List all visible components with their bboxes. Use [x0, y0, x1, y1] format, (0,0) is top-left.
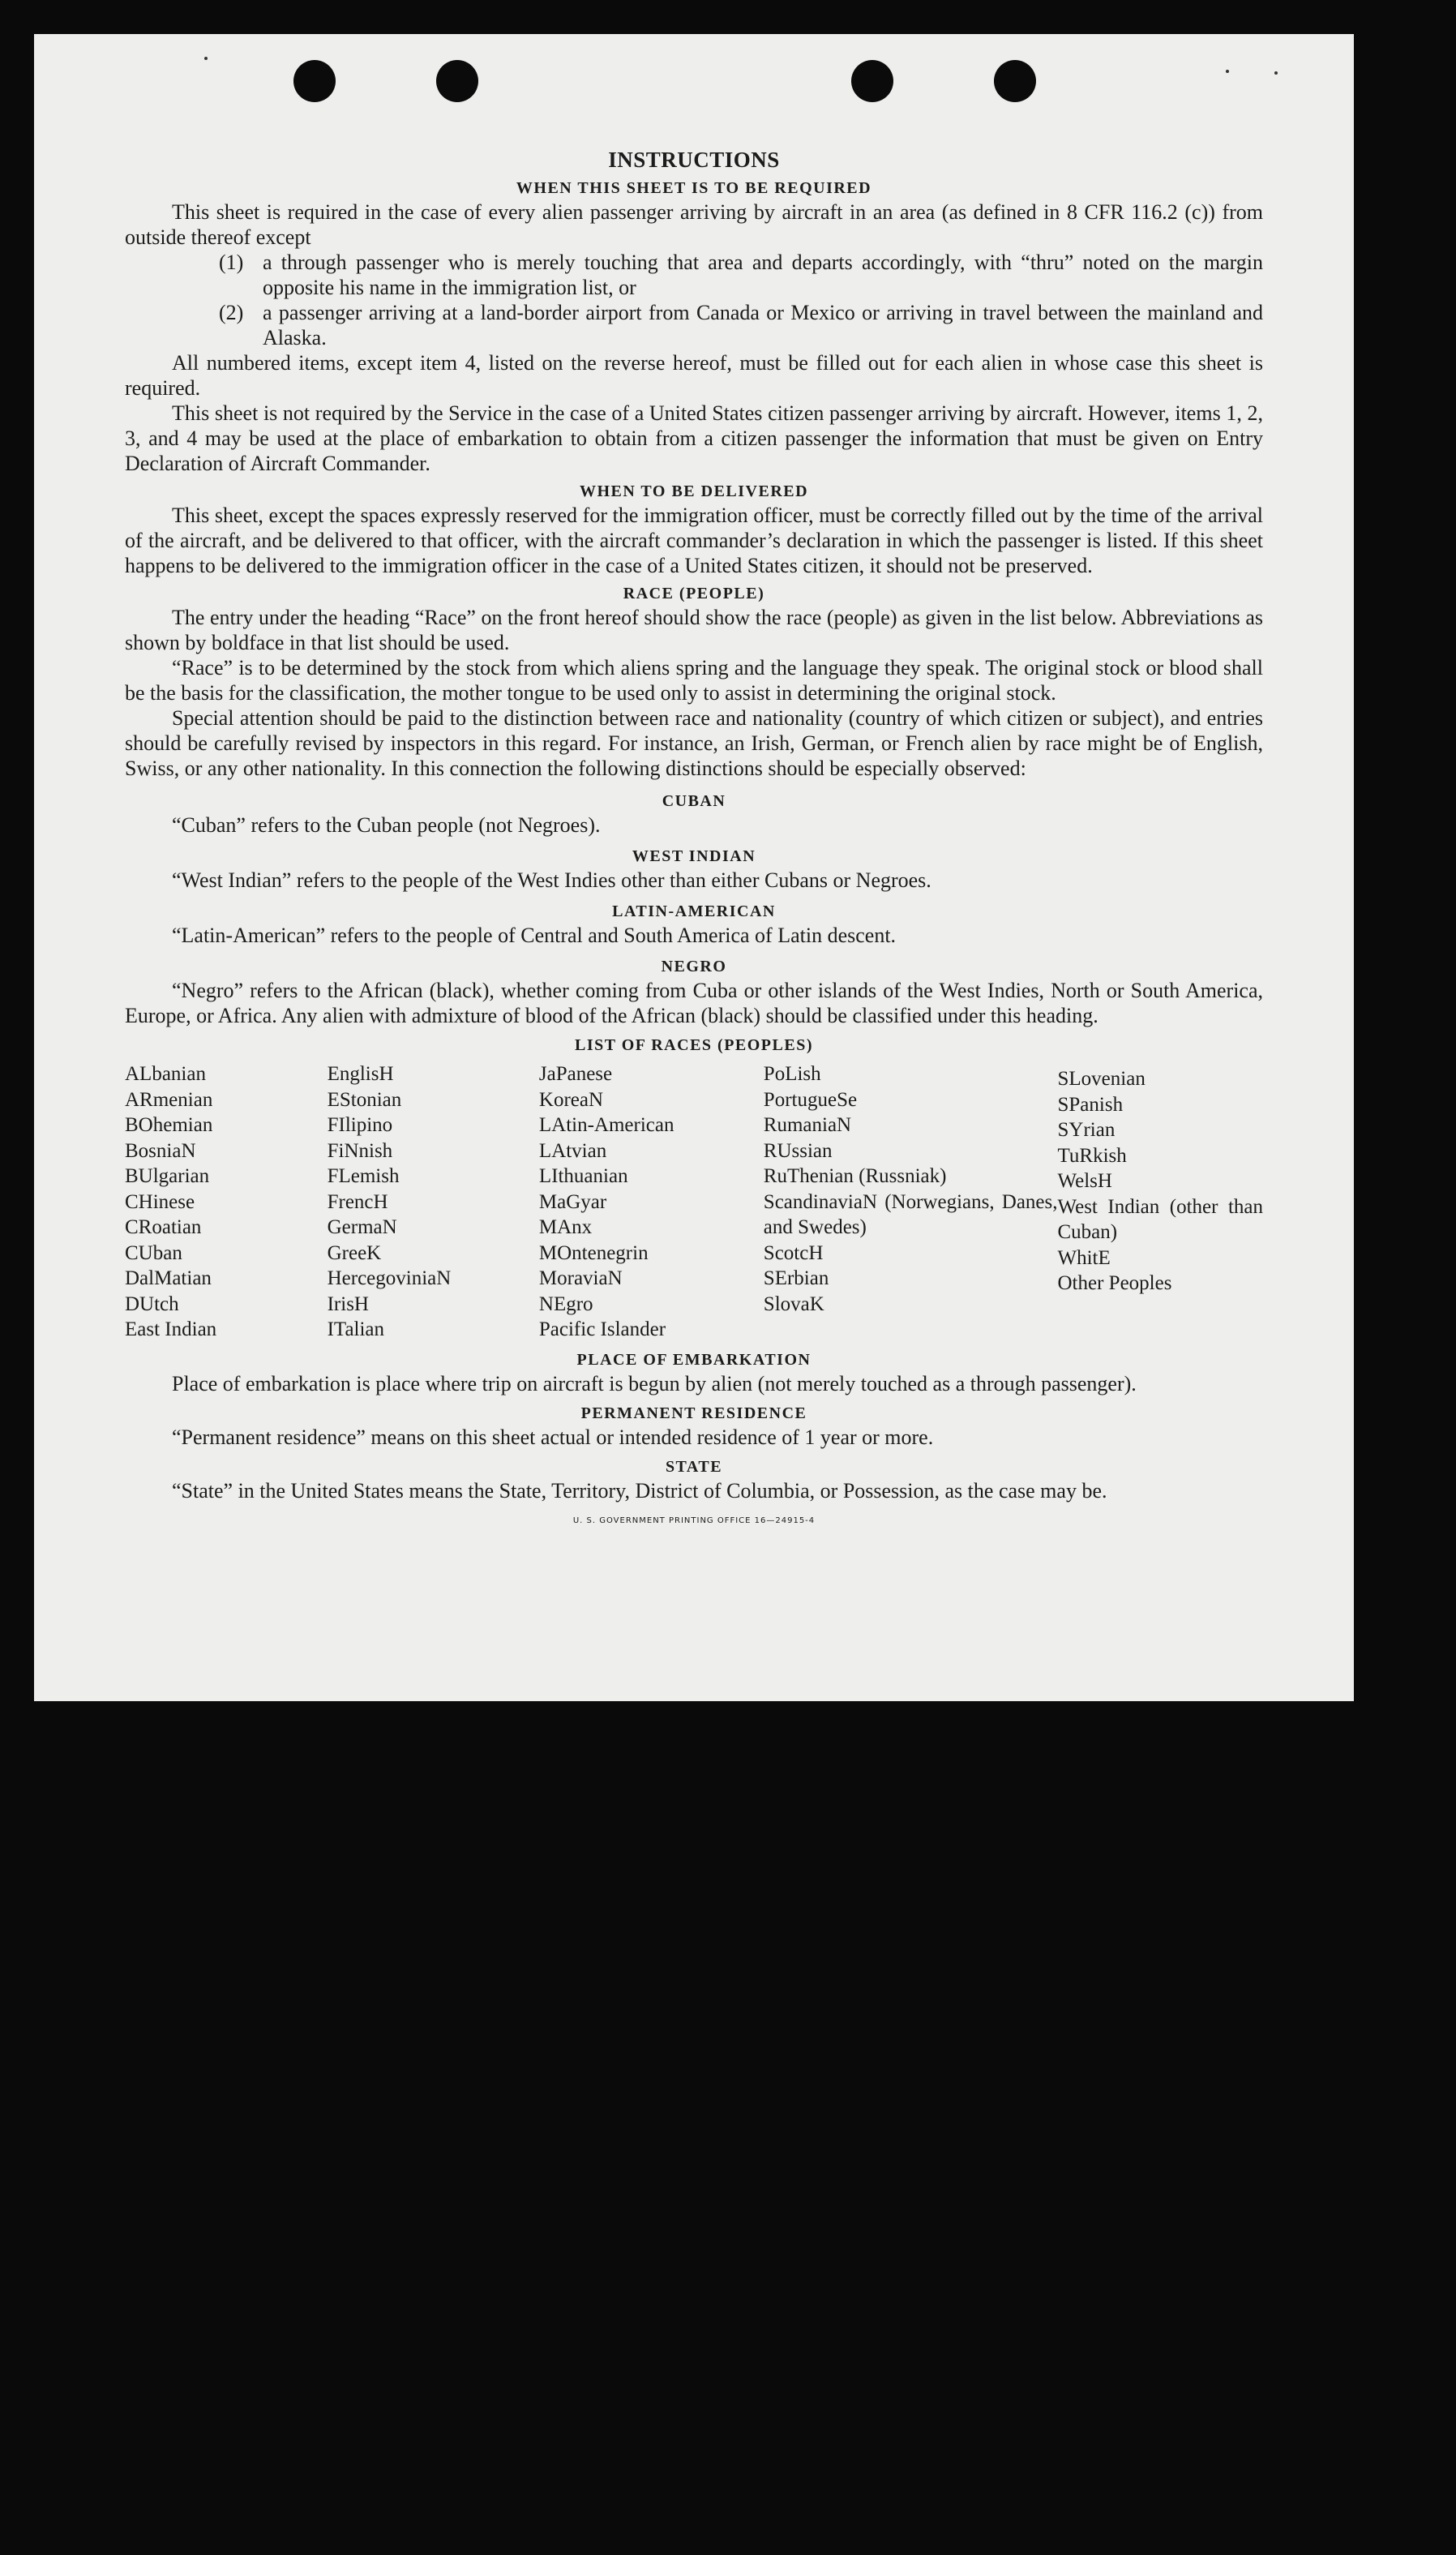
paragraph: This sheet, except the spaces expressly reserved for the immigration officer, must be correctly filled out by the time of the arrival of the aircraft, and be delivered to that officer, with the aircraft commander’s declaration in which the passenger is listed. If this sheet happens to be delivered to the immigration officer in the case of a United States citizen, it should not be preserved. [125, 504, 1263, 577]
paragraph: “West Indian” refers to the people of the West Indies other than either Cubans or Negroes. [172, 868, 931, 892]
race-entry: GreeK [327, 1241, 382, 1264]
race-entry: MaGyar [538, 1190, 607, 1213]
paragraph: Special attention should be paid to the distinction between race and nationality (country of which citizen or subject), and entries should be carefully revised by inspectors in this regard. For instance, an Irish, German, or French alien by race might be of English, Swiss, or any other nationality. In this connection the following distinctions should be especially observed: [125, 706, 1263, 780]
race-entry: CHinese [125, 1190, 195, 1213]
race-entry: RuThenian (Russniak) [763, 1165, 947, 1187]
race-entry: IrisH [327, 1293, 369, 1315]
paragraph: “Cuban” refers to the Cuban people (not Negroes). [172, 813, 601, 837]
race-entry: GermaN [327, 1216, 397, 1238]
list-item [219, 250, 1263, 300]
race-entry: ScotcH [763, 1241, 824, 1264]
race-entry: SPanish [1057, 1093, 1124, 1116]
punch-hole [293, 60, 336, 102]
race-entry: MoraviaN [538, 1267, 623, 1289]
heading-when-required: WHEN THIS SHEET IS TO BE REQUIRED [516, 179, 872, 197]
paragraph: This sheet is required in the case of every alien passenger arriving by aircraft in an area (as defined in 8 CFR 116.2 (c)) from outside thereof except [125, 200, 1263, 249]
race-entry: FIlipino [327, 1114, 393, 1136]
paragraph: “Race” is to be determined by the stock from which aliens spring and the language they speak. The original stock or blood shall be the basis for the classification, the mother tongue to be used only to assist in determining the original stock. [125, 656, 1263, 705]
speck [204, 57, 208, 60]
paragraph: All numbered items, except item 4, listed on the reverse hereof, must be filled out for each alien in whose case this sheet is required. [125, 351, 1263, 400]
paragraph: “Latin-American” refers to the people of Central and South America of Latin descent. [172, 924, 897, 947]
race-entry: FrencH [327, 1190, 388, 1213]
race-entry: CRoatian [125, 1216, 202, 1238]
speck [1274, 71, 1278, 75]
item-number: (1) [219, 251, 244, 274]
race-entry: BUlgarian [125, 1165, 210, 1187]
heading-embarkation: PLACE OF EMBARKATION [576, 1350, 812, 1369]
race-entry: SlovaK [763, 1293, 824, 1315]
race-entry: KoreaN [538, 1088, 604, 1111]
race-list [125, 1061, 1263, 1343]
race-entry: WhitE [1057, 1246, 1111, 1269]
race-entry: HercegoviniaN [327, 1267, 452, 1289]
race-column [764, 1061, 1058, 1343]
paragraph: “State” in the United States means the State, Territory, District of Columbia, or Possession, as the case may be. [172, 1478, 1107, 1503]
page-title: INSTRUCTIONS [608, 148, 780, 172]
race-entry: ARmenian [125, 1088, 213, 1111]
heading-when-delivered: WHEN TO BE DELIVERED [579, 482, 809, 500]
race-entry: ALbanian [125, 1063, 206, 1085]
race-column [539, 1061, 764, 1343]
race-entry: BOhemian [125, 1114, 213, 1136]
race-entry: MOntenegrin [538, 1241, 649, 1264]
item-text: a through passenger who is merely touching that area and departs accordingly, with “thru” noted on the margin opposite his name in the immigration list, or [263, 251, 1263, 299]
race-entry: Other Peoples [1057, 1272, 1172, 1294]
race-entry: Pacific Islander [538, 1318, 666, 1340]
race-entry: TuRkish [1057, 1144, 1127, 1167]
heading-west-indian: WEST INDIAN [632, 847, 756, 865]
race-entry: DalMatian [125, 1267, 212, 1289]
race-entry: SYrian [1057, 1119, 1116, 1141]
heading-residence: PERMANENT RESIDENCE [580, 1404, 807, 1422]
race-entry: JaPanese [538, 1063, 613, 1085]
heading-latin-american: LATIN-AMERICAN [612, 902, 776, 920]
race-entry: FLemish [327, 1165, 400, 1187]
race-entry: RUssian [763, 1139, 833, 1162]
race-entry: ScandinaviaN (Norwegians, Danes, and Swedes) [763, 1190, 1058, 1238]
race-entry: PortugueSe [763, 1088, 858, 1111]
race-entry: DUtch [125, 1293, 179, 1315]
punch-hole [436, 60, 478, 102]
paragraph: “Negro” refers to the African (black), whether coming from Cuba or other islands of the West Indies, North or South America, Europe, or Africa. Any alien with admixture of blood of the African (black) should be classified under this heading. [125, 979, 1263, 1027]
race-column [1058, 1061, 1264, 1343]
punch-hole [994, 60, 1036, 102]
race-entry: EnglisH [327, 1063, 394, 1085]
race-column [328, 1061, 539, 1343]
heading-race: RACE (PEOPLE) [623, 585, 765, 602]
item-number: (2) [219, 301, 244, 324]
heading-cuban: CUBAN [662, 792, 726, 810]
race-entry: West Indian (other than Cuban) [1057, 1195, 1263, 1243]
printer-imprint: U. S. GOVERNMENT PRINTING OFFICE 16—24915-4 [572, 1515, 816, 1525]
race-entry: East Indian [125, 1318, 217, 1340]
race-entry: BosniaN [125, 1139, 196, 1162]
race-entry: LAtin-American [538, 1114, 674, 1136]
paragraph: “Permanent residence” means on this sheet actual or intended residence of 1 year or more. [172, 1425, 934, 1449]
race-column [125, 1061, 328, 1343]
race-entry: LIthuanian [538, 1165, 628, 1187]
race-entry: PoLish [763, 1063, 821, 1085]
paragraph: This sheet is not required by the Service in the case of a United States citizen passenger arriving by aircraft. However, items 1, 2, 3, and 4 may be used at the place of embarkation to obtain from a citizen passenger the information that must be given on Entry Declaration of Aircraft Commander. [125, 401, 1263, 475]
race-entry: RumaniaN [763, 1114, 852, 1136]
race-entry: FiNnish [327, 1139, 393, 1162]
punch-hole [851, 60, 893, 102]
race-entry: LAtvian [538, 1139, 607, 1162]
list-item [219, 300, 1263, 350]
paragraph: The entry under the heading “Race” on the front hereof should show the race (people) as given in the list below. Abbreviations as shown by boldface in that list should be used. [125, 606, 1263, 654]
heading-negro: NEGRO [661, 958, 727, 975]
paragraph: Place of embarkation is place where trip on aircraft is begun by alien (not merely touched as a through passenger). [172, 1371, 1137, 1395]
race-entry: WelsH [1057, 1170, 1112, 1192]
item-text: a passenger arriving at a land-border airport from Canada or Mexico or arriving in travel between the mainland and Alaska. [263, 301, 1263, 349]
race-entry: SLovenian [1057, 1068, 1146, 1090]
race-entry: SErbian [763, 1267, 829, 1289]
race-entry: EStonian [327, 1088, 402, 1111]
race-entry: MAnx [538, 1216, 593, 1238]
race-entry: NEgro [538, 1293, 593, 1315]
race-entry: CUban [125, 1241, 182, 1264]
race-entry: ITalian [327, 1318, 385, 1340]
heading-state: STATE [665, 1457, 723, 1476]
speck [1226, 70, 1229, 73]
heading-list-of-races: LIST OF RACES (PEOPLES) [574, 1036, 813, 1054]
document-page [34, 34, 1354, 1701]
